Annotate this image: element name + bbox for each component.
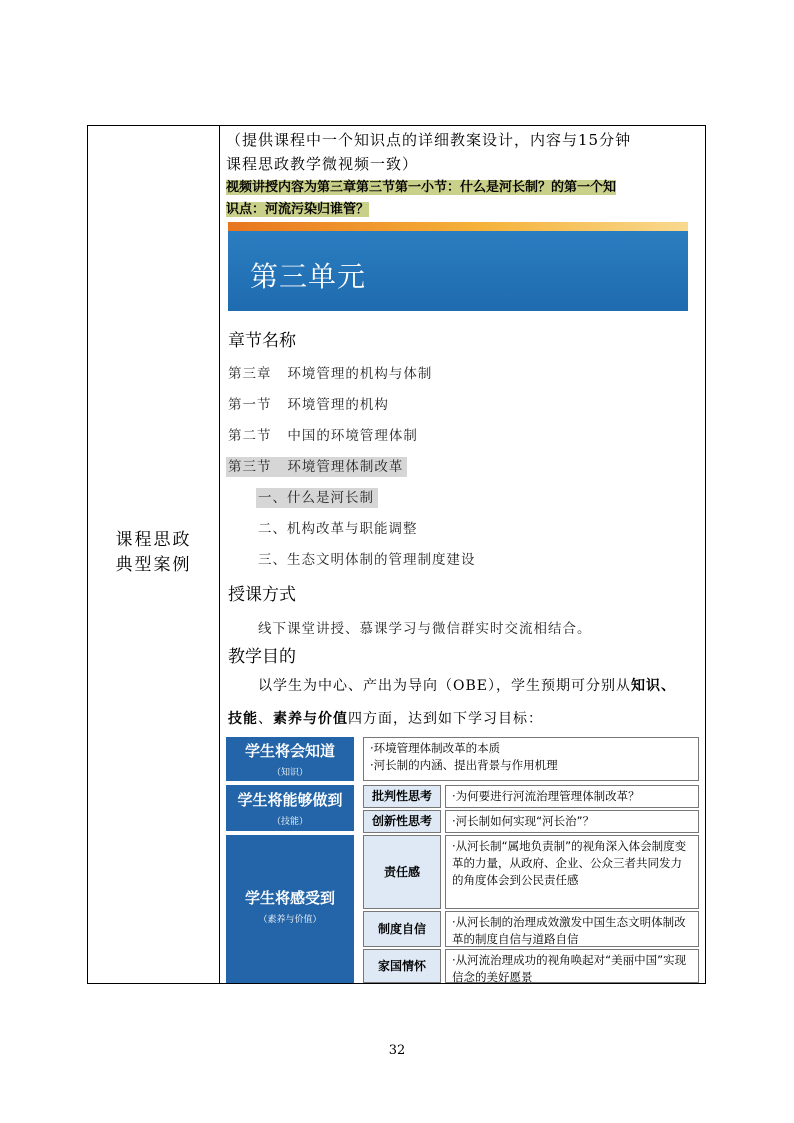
goal-block-feel bbox=[226, 835, 354, 983]
goal-category: 家国情怀 bbox=[363, 949, 441, 983]
row-label-line1: 课程思政 bbox=[115, 530, 192, 550]
goal-block-sub: （素养与价值） bbox=[258, 915, 322, 925]
banner-stripe bbox=[228, 222, 688, 231]
chapter-row bbox=[228, 424, 418, 444]
sub-item: 三、生态文明体制的管理制度建设 bbox=[258, 552, 476, 568]
chapter-row bbox=[228, 362, 432, 382]
goal-text-value: 素养与价值 bbox=[273, 711, 348, 727]
chapter-title: 中国的环境管理体制 bbox=[287, 428, 418, 444]
row-label bbox=[88, 528, 219, 578]
learning-goals-diagram bbox=[226, 737, 700, 983]
intro-line2: 课程思政教学微视频一致） bbox=[226, 155, 419, 173]
goal-text-knowledge: 知识、 bbox=[630, 678, 676, 694]
goal-item: ·环境管理体制改革的本质 bbox=[370, 741, 501, 755]
goal-paragraph bbox=[228, 670, 696, 736]
goal-category: 批判性思考 bbox=[363, 785, 441, 808]
chapter-label: 第二节 bbox=[228, 428, 272, 444]
intro-line1: （提供课程中一个知识点的详细教案设计，内容与15分钟 bbox=[226, 131, 632, 149]
chapter-label: 第一节 bbox=[228, 397, 272, 413]
chapter-row-current bbox=[226, 455, 407, 475]
goal-text: ·从河流治理成功的视角唤起对“美丽中国”实现信念的美好愿景 bbox=[445, 949, 699, 983]
goal-category: 创新性思考 bbox=[363, 810, 441, 833]
goal-block-sub: （知识） bbox=[271, 768, 308, 778]
goal-text: ·为何要进行河流治理管理体制改革？ bbox=[445, 785, 699, 808]
video-note-line1: 视频讲授内容为第三章第三节第一小节：什么是河长制？的第一个知 bbox=[226, 180, 617, 195]
chapter-title: 环境管理的机构 bbox=[287, 397, 389, 413]
row-label-line2: 典型案例 bbox=[115, 555, 192, 575]
goal-category: 制度自信 bbox=[363, 911, 441, 947]
goal-category: 责任感 bbox=[363, 835, 441, 909]
goal-text: ·从河长制“属地负责制”的视角深入体会制度变革的力量，从政府、企业、公众三者共同发力的角度体会到公民责任感 bbox=[445, 835, 699, 909]
heading-chapter: 章节名称 bbox=[228, 331, 296, 351]
goal-block-do bbox=[226, 785, 354, 831]
goal-block-title: 学生将能够做到 bbox=[237, 791, 343, 809]
video-note-line2: 识点：河流污染归谁管？ bbox=[226, 202, 370, 217]
chapter-row bbox=[228, 393, 389, 413]
chapter-title: 环境管理体制改革 bbox=[287, 459, 404, 475]
goal-block-title: 学生将感受到 bbox=[244, 889, 335, 907]
goal-block-title: 学生将会知道 bbox=[244, 742, 335, 760]
goal-item: ·河长制的内涵、提出背景与作用机理 bbox=[370, 758, 558, 772]
goal-text: ·从河长制的治理成效激发中国生态文明体制改革的制度自信与道路自信 bbox=[445, 911, 699, 947]
sub-item-label: 一、什么是河长制 bbox=[256, 488, 378, 508]
unit-banner bbox=[228, 222, 688, 311]
column-divider bbox=[219, 125, 220, 984]
chapter-label: 第三章 bbox=[228, 366, 272, 382]
goal-text-d: 四方面，达到如下学习目标： bbox=[348, 711, 543, 727]
heading-method: 授课方式 bbox=[228, 585, 296, 605]
sub-item: 二、机构改革与职能调整 bbox=[258, 521, 418, 537]
page-number: 32 bbox=[388, 1043, 406, 1058]
goal-text: ·河长制如何实现“河长治”？ bbox=[445, 810, 699, 833]
goal-text-sep: 、 bbox=[258, 711, 273, 727]
banner-title: 第三单元 bbox=[250, 260, 367, 293]
chapter-title: 环境管理的机构与体制 bbox=[287, 366, 433, 382]
method-text: 线下课堂讲授、慕课学习与微信群实时交流相结合。 bbox=[258, 621, 592, 637]
goal-text-a: 以学生为中心、产出为导向（OBE），学生预期可分别从 bbox=[258, 678, 631, 694]
chapter-label: 第三节 bbox=[228, 459, 272, 475]
goal-block-know bbox=[226, 737, 354, 781]
heading-goal: 教学目的 bbox=[228, 647, 296, 667]
sub-item-current bbox=[256, 486, 378, 506]
goal-text-skill: 技能 bbox=[228, 711, 258, 727]
intro-block bbox=[226, 128, 696, 220]
goal-block-sub: （技能） bbox=[271, 817, 308, 827]
goal-know-items bbox=[363, 737, 699, 781]
